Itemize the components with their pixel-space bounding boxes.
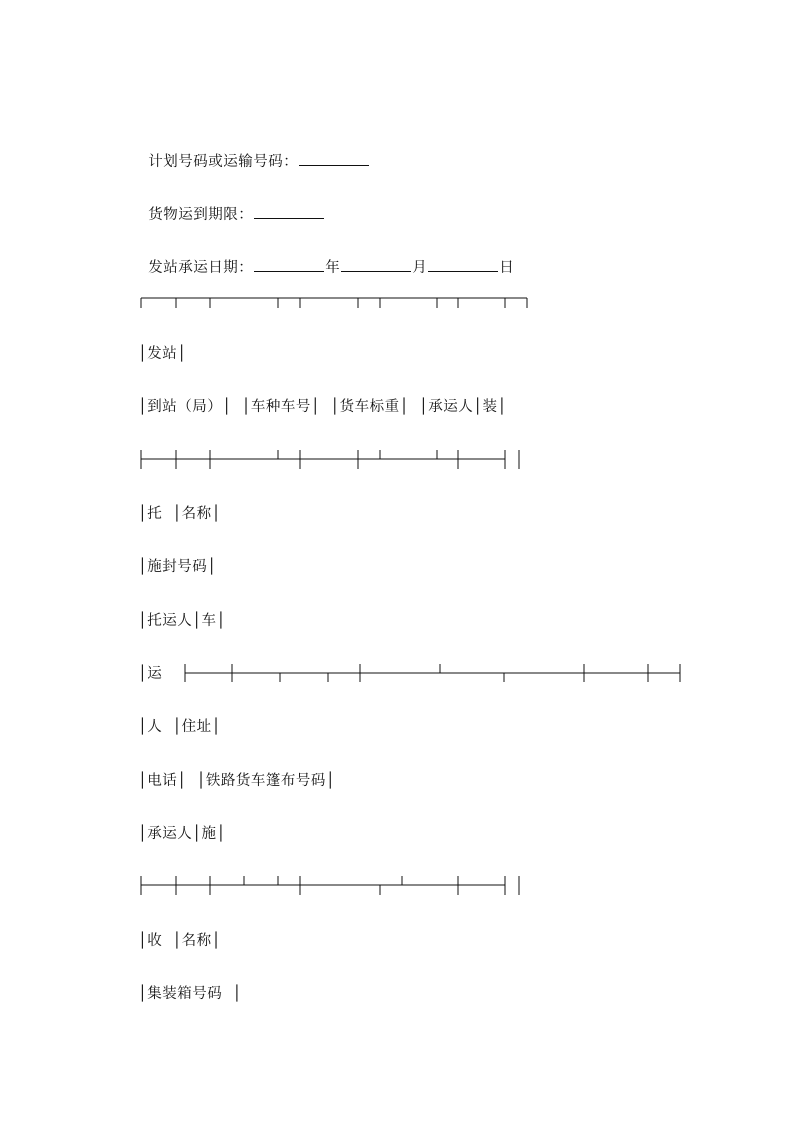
separator-rule-1 bbox=[141, 450, 519, 469]
separator-rule-2 bbox=[185, 664, 680, 682]
row-phone-tarp: │电话│ │铁路货车篷布号码│ bbox=[138, 773, 336, 789]
month-label: 月 bbox=[412, 260, 428, 276]
deadline-label: 货物运到期限： bbox=[148, 207, 254, 223]
day-label: 日 bbox=[499, 260, 515, 276]
top-border-rule bbox=[141, 298, 527, 308]
row-transport: │运 bbox=[138, 666, 173, 682]
row-departure-station: │发站│ bbox=[138, 346, 187, 362]
row-seal-number: │施封号码│ bbox=[138, 559, 217, 575]
row-shipper-car: │托运人│车│ bbox=[138, 613, 226, 629]
row-arrival-station: │到站（局）│ │车种车号│ │货车标重│ │承运人│装│ bbox=[138, 399, 507, 415]
row-container-number: │集装箱号码 │ bbox=[138, 986, 242, 1002]
year-label: 年 bbox=[325, 260, 341, 276]
row-consignee-name: │收 │名称│ bbox=[138, 933, 221, 949]
row-shipper-name: │托 │名称│ bbox=[138, 506, 221, 522]
plan-number-label: 计划号码或运输号码： bbox=[148, 154, 299, 170]
separator-rule-3 bbox=[141, 876, 519, 895]
row-person-address: │人 │住址│ bbox=[138, 719, 221, 735]
row-carrier-seal: │承运人│施│ bbox=[138, 826, 226, 842]
departure-date-label: 发站承运日期： bbox=[148, 260, 254, 276]
